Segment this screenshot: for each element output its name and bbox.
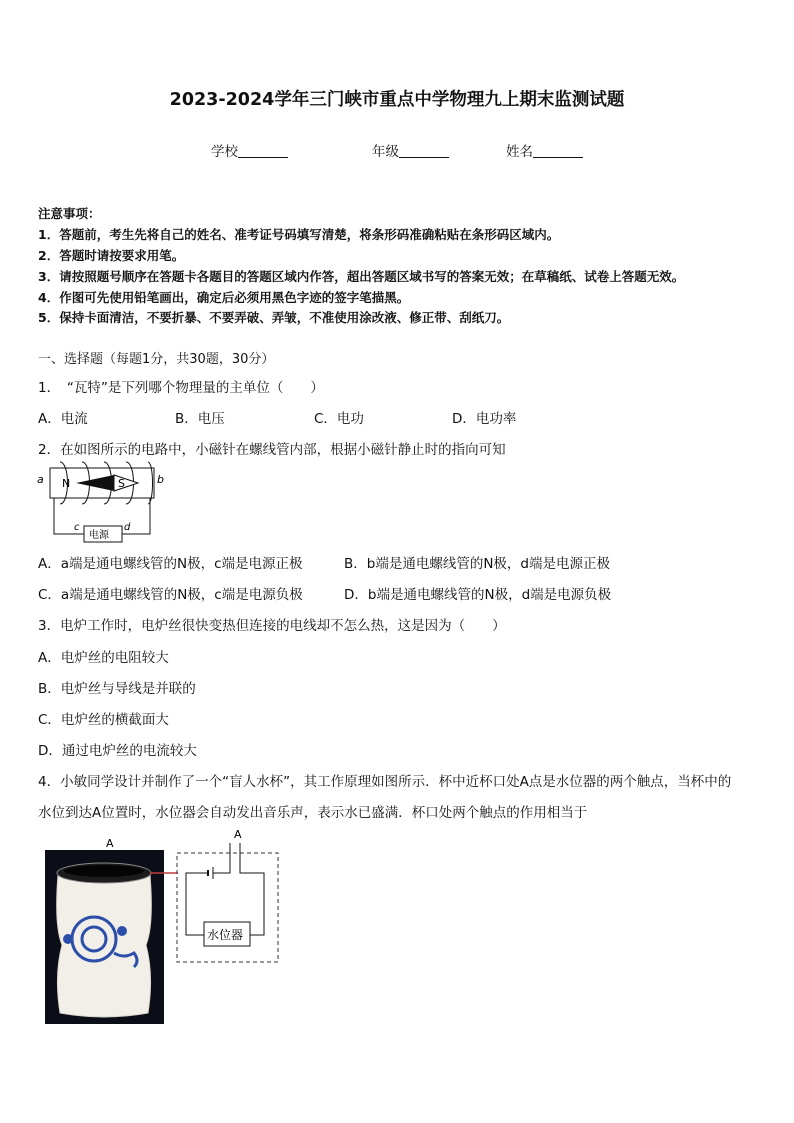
note-item: 1．答题前，考生先将自己的姓名、准考证号码填写清楚，将条形码准确粘贴在条形码区域内。 bbox=[38, 227, 560, 242]
water-level-device-label: 水位器 bbox=[207, 928, 244, 942]
q3-option-c: C．电炉丝的横截面大 bbox=[38, 712, 169, 728]
q2-label-a: a bbox=[37, 473, 44, 486]
note-item: 4．作图可先使用铅笔画出，确定后必须用黑色字迹的签字笔描黑。 bbox=[38, 290, 410, 305]
compass-north-half bbox=[76, 475, 114, 491]
note-item: 2．答题时请按要求用笔。 bbox=[38, 248, 185, 263]
note-item: 5．保持卡面清洁，不要折暴、不要弄破、弄皱，不准使用涂改液、修正带、刮纸刀。 bbox=[38, 310, 510, 325]
q3-stem: 3．电炉工作时，电炉丝很快变热但连接的电线却不怎么热，这是因为（ ） bbox=[38, 618, 506, 634]
q1-option-a: A．电流 bbox=[38, 411, 88, 427]
notes-heading: 注意事项： bbox=[38, 206, 101, 221]
grade-field bbox=[372, 140, 449, 160]
q1-option-d: D．电功率 bbox=[452, 411, 517, 427]
q2-label-n: N bbox=[62, 477, 71, 490]
grade-blank bbox=[399, 144, 449, 158]
q1-option-b: B．电压 bbox=[175, 411, 225, 427]
contact-right-wire bbox=[240, 843, 264, 935]
name-blank bbox=[533, 144, 583, 158]
q3-option-d: D．通过电炉丝的电流较大 bbox=[38, 743, 197, 759]
school-blank bbox=[238, 144, 288, 158]
q2-label-s: S bbox=[118, 477, 125, 490]
q1-option-c: C．电功 bbox=[314, 411, 364, 427]
q3-option-a: A．电炉丝的电阻较大 bbox=[38, 650, 169, 666]
note-item: 3．请按照题号顺序在答题卡各题目的答题区域内作答，超出答题区域书写的答案无效；在草稿纸、试卷上答题无效。 bbox=[38, 269, 685, 284]
q1-stem: 1． “瓦特”是下列哪个物理量的主单位（ ） bbox=[38, 380, 324, 396]
contact-left-wire bbox=[213, 843, 230, 873]
q3-option-b: B．电炉丝与导线是并联的 bbox=[38, 681, 196, 697]
q4-circuit-figure bbox=[170, 825, 282, 965]
q4-cup-photo bbox=[44, 835, 170, 1027]
q2-label-d: d bbox=[124, 522, 131, 533]
q4-stem-line2: 水位到达A位置时，水位器会自动发出音乐声，表示水已盛满．杯口处两个触点的作用相当于 bbox=[38, 805, 588, 821]
blue-floral-right bbox=[117, 926, 127, 936]
name-field bbox=[506, 140, 583, 160]
q4-circuit-label-a: A bbox=[234, 828, 242, 841]
q2-stem: 2．在如图所示的电路中，小磁针在螺线管内部，根据小磁针静止时的指向可知 bbox=[38, 442, 506, 458]
grade-label: 年级 bbox=[372, 144, 399, 160]
blue-floral-left bbox=[63, 934, 73, 944]
q2-solenoid-figure bbox=[34, 458, 174, 546]
q2-option-c: C．a端是通电螺线管的N极，c端是电源负极 bbox=[38, 587, 303, 603]
q4-cup-label-a: A bbox=[106, 837, 114, 850]
q2-label-c: c bbox=[74, 522, 80, 533]
section-heading: 一、选择题（每题1分，共30题，30分） bbox=[38, 352, 275, 367]
q2-label-b: b bbox=[157, 473, 164, 486]
q2-source-label: 电源 bbox=[89, 530, 109, 541]
q2-option-a: A．a端是通电螺线管的N极，c端是电源正极 bbox=[38, 556, 303, 572]
q2-option-d: D．b端是通电螺线管的N极，d端是电源负极 bbox=[344, 587, 612, 603]
q2-option-b: B．b端是通电螺线管的N极，d端是电源正极 bbox=[344, 556, 610, 572]
page-title: 2023-2024学年三门峡市重点中学物理九上期末监测试题 bbox=[169, 90, 625, 110]
cup-opening bbox=[64, 865, 144, 877]
school-label: 学校 bbox=[211, 144, 238, 160]
school-field bbox=[211, 140, 288, 160]
q4-stem-line1: 4．小敏同学设计并制作了一个“盲人水杯”，其工作原理如图所示．杯中近杯口处A点是水位器的两个触点，当杯中的 bbox=[38, 774, 732, 790]
name-label: 姓名 bbox=[506, 144, 533, 160]
